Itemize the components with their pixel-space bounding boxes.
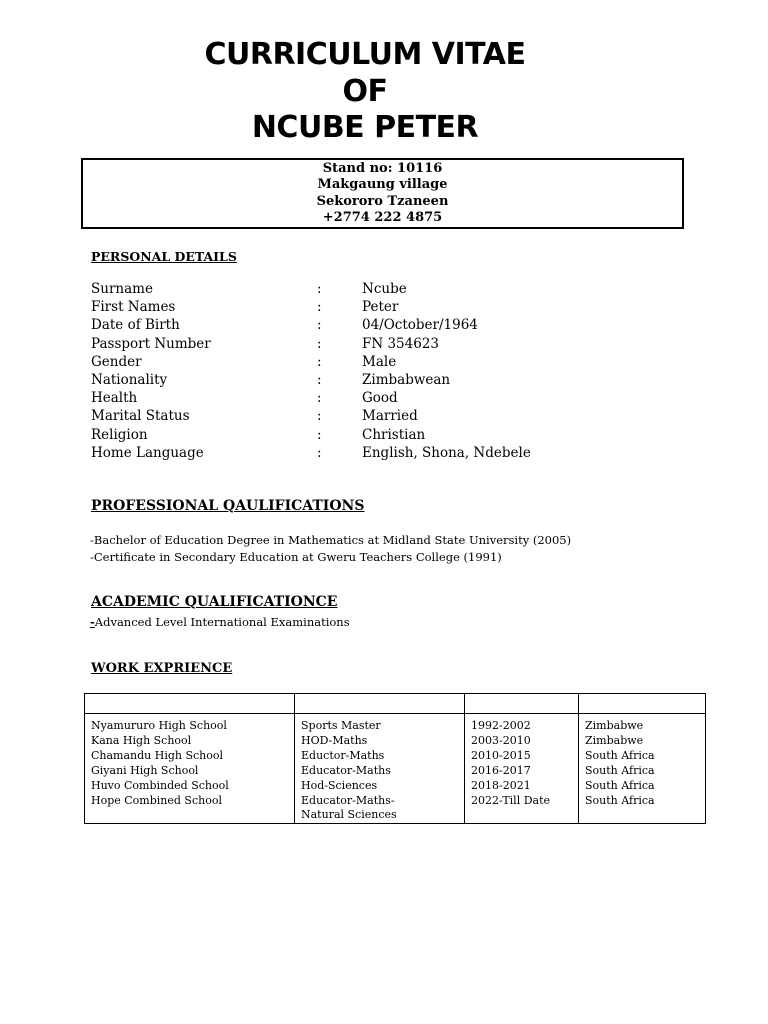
table-cell: South Africa: [579, 748, 706, 763]
detail-value: FN 354623: [362, 335, 440, 352]
table-header-cell: [465, 694, 579, 714]
detail-separator: :: [317, 299, 322, 316]
detail-separator: :: [317, 390, 322, 407]
address-town: Sekororo Tzaneen: [316, 193, 449, 209]
cv-title-name: NCUBE PETER: [251, 110, 479, 145]
table-row: [85, 763, 706, 778]
detail-row: [91, 371, 611, 389]
work-experience-table: [84, 693, 706, 824]
table-cell: Hope Combined School: [85, 793, 295, 824]
table-cell: 2003-2010: [465, 733, 579, 748]
detail-row: [91, 389, 611, 407]
detail-separator: :: [317, 408, 322, 425]
table-cell: Hod-Sciences: [295, 778, 465, 793]
table-cell: 2018-2021: [465, 778, 579, 793]
detail-row: [91, 316, 611, 334]
professional-qualifications-list: [90, 532, 571, 565]
table-header-cell: [85, 694, 295, 714]
table-cell: HOD-Maths: [295, 733, 465, 748]
table-row: [85, 714, 706, 734]
table-header-cell: [295, 694, 465, 714]
table-cell: Zimbabwe: [579, 733, 706, 748]
detail-row: [91, 280, 611, 298]
detail-separator: :: [317, 444, 322, 461]
table-cell: Educator-Maths- Natural Sciences: [295, 793, 465, 824]
detail-separator: :: [317, 335, 322, 352]
detail-value: Ncube: [362, 281, 407, 297]
table-cell: South Africa: [579, 778, 706, 793]
detail-value: Christian: [362, 426, 426, 443]
qualification-item: -Certificate in Secondary Education at Gweru Teachers College (1991): [90, 549, 502, 564]
address-box: [81, 158, 684, 229]
detail-value: Married: [362, 408, 418, 425]
detail-separator: :: [317, 353, 322, 370]
detail-label: Marital Status: [91, 408, 190, 425]
detail-separator: :: [317, 426, 322, 443]
table-header-row: [85, 694, 706, 714]
table-cell: 2022-Till Date: [465, 793, 579, 824]
address-village: Makgaung village: [317, 177, 448, 192]
detail-value: Male: [362, 353, 397, 370]
detail-value: Good: [362, 390, 398, 407]
detail-value: Peter: [362, 299, 399, 316]
detail-label: Surname: [91, 281, 153, 297]
detail-row: [91, 298, 611, 316]
detail-row: [91, 407, 611, 425]
detail-row: [91, 426, 611, 444]
detail-label: Health: [91, 390, 138, 407]
detail-label: First Names: [91, 299, 176, 316]
table-header-cell: [579, 694, 706, 714]
detail-separator: :: [317, 371, 322, 388]
detail-label: Home Language: [91, 444, 204, 461]
personal-details-list: [91, 280, 611, 462]
detail-value: English, Shona, Ndebele: [362, 444, 531, 461]
detail-value: 04/October/1964: [362, 317, 478, 334]
table-cell: Huvo Combinded School: [85, 778, 295, 793]
detail-label: Date of Birth: [91, 317, 180, 334]
table-cell: 2010-2015: [465, 748, 579, 763]
work-rows: [85, 714, 706, 824]
detail-separator: :: [317, 317, 322, 334]
work-experience-heading: WORK EXPRIENCE: [91, 661, 233, 676]
table-cell: South Africa: [579, 793, 706, 824]
table-cell: Chamandu High School: [85, 748, 295, 763]
table-cell: Sports Master: [295, 714, 465, 734]
detail-separator: :: [317, 281, 322, 297]
detail-row: [91, 353, 611, 371]
table-cell: Giyani High School: [85, 763, 295, 778]
cv-title-line-2: OF: [342, 74, 388, 109]
cv-title-line-1: CURRICULUM VITAE: [204, 37, 526, 72]
table-row: [85, 793, 706, 824]
personal-details-heading: PERSONAL DETAILS: [91, 249, 237, 264]
professional-qualifications-heading: PROFESSIONAL QAULIFICATIONS: [91, 498, 365, 514]
table-cell: Educator-Maths: [295, 763, 465, 778]
address-stand: Stand no: 10116: [322, 160, 443, 176]
table-cell: 1992-2002: [465, 714, 579, 734]
detail-label: Passport Number: [91, 335, 211, 352]
table-row: [85, 778, 706, 793]
table-cell: Nyamururo High School: [85, 714, 295, 734]
table-cell: Zimbabwe: [579, 714, 706, 734]
address-phone: +2774 222 4875: [322, 210, 443, 225]
table-cell: Eductor-Maths: [295, 748, 465, 763]
detail-row: [91, 444, 611, 462]
detail-value: Zimbabwean: [362, 371, 451, 388]
qualification-item: -Bachelor of Education Degree in Mathematics at Midland State University (2005): [90, 533, 572, 547]
table-cell: South Africa: [579, 763, 706, 778]
table-cell: 2016-2017: [465, 763, 579, 778]
detail-label: Religion: [91, 426, 148, 443]
detail-label: Nationality: [91, 371, 168, 388]
table-cell: Kana High School: [85, 733, 295, 748]
academic-qualifications-list: [90, 614, 350, 631]
academic-qualifications-heading: ACADEMIC QUALIFICATIONCE: [91, 594, 338, 610]
detail-row: [91, 335, 611, 353]
academic-item: Advanced Level International Examinations: [94, 615, 350, 629]
detail-label: Gender: [91, 353, 142, 370]
table-row: [85, 733, 706, 748]
table-row: [85, 748, 706, 763]
bullet-dash: -: [90, 615, 95, 629]
